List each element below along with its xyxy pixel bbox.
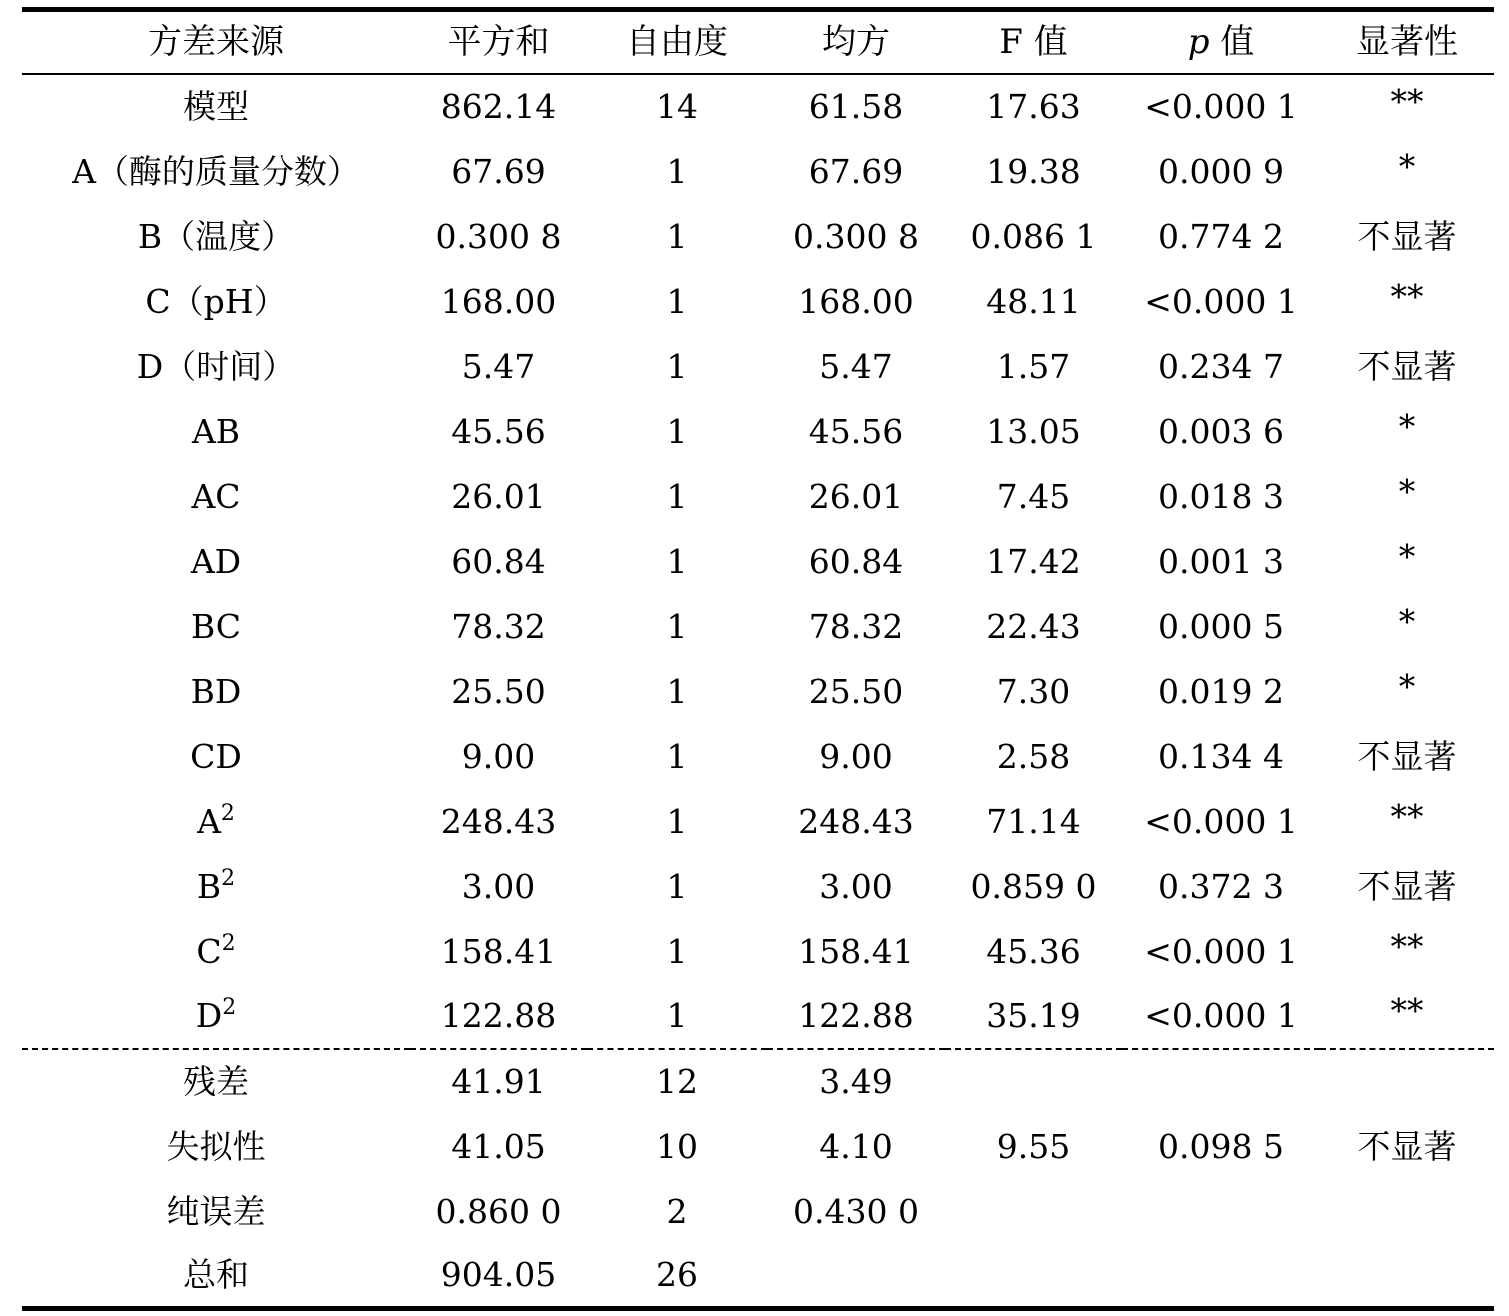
f-value-cell: 17.42 bbox=[986, 541, 1081, 581]
source-label: BC bbox=[190, 606, 242, 646]
degrees-of-freedom-cell: 1 bbox=[666, 216, 688, 256]
degrees-of-freedom-cell: 1 bbox=[666, 671, 688, 711]
source-cell bbox=[22, 984, 410, 1049]
table-row bbox=[22, 269, 1494, 334]
f-value-cell: 0.859 0 bbox=[970, 866, 1097, 906]
table-row bbox=[22, 529, 1494, 594]
table-row bbox=[22, 334, 1494, 399]
source-label: AB bbox=[191, 411, 241, 451]
source-label: 模型 bbox=[183, 87, 249, 126]
significance-cell: 不显著 bbox=[1357, 346, 1457, 386]
source-cell bbox=[22, 724, 410, 789]
source-label: 纯误差 bbox=[166, 1191, 266, 1231]
source-cell bbox=[22, 1049, 410, 1114]
f-value-cell bbox=[945, 1244, 1122, 1309]
mean-square-cell: 60.84 bbox=[808, 541, 904, 581]
sum-of-squares-cell: 3.00 bbox=[461, 866, 536, 906]
f-value-cell: 35.19 bbox=[986, 996, 1081, 1035]
degrees-of-freedom-cell: 1 bbox=[666, 151, 688, 191]
p-value-cell bbox=[1122, 1049, 1320, 1114]
degrees-of-freedom-cell: 1 bbox=[666, 866, 688, 906]
p-value-cell: 0.134 4 bbox=[1158, 736, 1284, 776]
source-label: A（酶的质量分数） bbox=[72, 151, 360, 191]
table-row bbox=[22, 204, 1494, 269]
sum-of-squares-cell: 26.01 bbox=[451, 476, 546, 516]
significance-cell bbox=[1320, 1244, 1494, 1309]
source-label: 失拟性 bbox=[166, 1126, 266, 1166]
sum-of-squares-cell: 158.41 bbox=[440, 931, 557, 971]
significance-cell: ** bbox=[1390, 276, 1424, 316]
significance-cell: * bbox=[1398, 471, 1416, 511]
sum-of-squares-cell: 168.00 bbox=[440, 281, 557, 321]
source-cell bbox=[22, 1179, 410, 1244]
source-cell bbox=[22, 1114, 410, 1179]
significance-cell: ** bbox=[1390, 926, 1424, 966]
source-cell bbox=[22, 594, 410, 659]
sum-of-squares-cell: 0.300 8 bbox=[435, 216, 562, 256]
mean-square-cell: 78.32 bbox=[808, 606, 904, 646]
sum-of-squares-cell: 122.88 bbox=[440, 996, 557, 1035]
significance-cell: 不显著 bbox=[1357, 736, 1457, 776]
degrees-of-freedom-cell: 26 bbox=[587, 1244, 767, 1309]
f-value-cell: 22.43 bbox=[986, 606, 1081, 646]
p-value-cell: <0.000 1 bbox=[1144, 996, 1298, 1035]
significance-cell bbox=[1320, 1179, 1494, 1244]
degrees-of-freedom-cell: 1 bbox=[666, 411, 688, 451]
sum-of-squares-cell: 67.69 bbox=[451, 151, 546, 191]
mean-square-cell: 26.01 bbox=[808, 476, 904, 516]
degrees-of-freedom-cell: 1 bbox=[666, 281, 688, 321]
p-value-cell: 0.098 5 bbox=[1158, 1126, 1284, 1166]
p-value-cell: <0.000 1 bbox=[1144, 931, 1298, 971]
mean-square-cell: 5.47 bbox=[819, 346, 893, 386]
sum-of-squares-cell: 41.91 bbox=[410, 1049, 587, 1114]
degrees-of-freedom-cell: 12 bbox=[587, 1049, 767, 1114]
f-value-cell: 2.58 bbox=[996, 736, 1071, 776]
sum-of-squares-cell: 9.00 bbox=[461, 736, 536, 776]
source-label: 残差 bbox=[183, 1062, 249, 1101]
source-label: CD bbox=[190, 736, 242, 776]
table-row bbox=[22, 1049, 1494, 1114]
p-value-cell: 0.001 3 bbox=[1158, 541, 1284, 581]
f-value-cell bbox=[945, 1049, 1122, 1114]
f-value-cell: 17.63 bbox=[986, 87, 1081, 126]
p-value-cell: 0.774 2 bbox=[1158, 216, 1284, 256]
mean-square-cell: 25.50 bbox=[808, 671, 904, 711]
p-value-cell: 0.019 2 bbox=[1158, 671, 1284, 711]
f-value-cell: 45.36 bbox=[986, 931, 1081, 971]
table-row bbox=[22, 724, 1494, 789]
table-header bbox=[22, 10, 1494, 74]
mean-square-cell: 0.300 8 bbox=[793, 216, 919, 256]
mean-square-cell: 4.10 bbox=[819, 1126, 893, 1166]
table-row bbox=[22, 74, 1494, 139]
anova-table bbox=[22, 7, 1494, 1311]
sum-of-squares-cell: 45.56 bbox=[451, 411, 546, 451]
header-source: 方差来源 bbox=[22, 10, 410, 74]
degrees-of-freedom-cell: 1 bbox=[666, 346, 688, 386]
f-value-cell: 7.45 bbox=[996, 476, 1071, 516]
f-value-cell: 48.11 bbox=[986, 281, 1081, 321]
sum-of-squares-cell: 41.05 bbox=[451, 1126, 546, 1166]
sum-of-squares-cell: 904.05 bbox=[410, 1244, 587, 1309]
header-degrees-of-freedom: 自由度 bbox=[587, 10, 767, 74]
source-cell bbox=[22, 464, 410, 529]
p-value-cell bbox=[1122, 1244, 1320, 1309]
significance-cell: ** bbox=[1390, 991, 1424, 1030]
exponent: 2 bbox=[220, 800, 235, 826]
degrees-of-freedom-cell: 14 bbox=[656, 87, 698, 126]
sum-of-squares-cell: 25.50 bbox=[451, 671, 546, 711]
significance-cell: * bbox=[1398, 666, 1416, 706]
mean-square-cell: 9.00 bbox=[819, 736, 893, 776]
source-cell bbox=[22, 204, 410, 269]
p-value-cell: 0.018 3 bbox=[1158, 476, 1284, 516]
p-value-cell: <0.000 1 bbox=[1144, 281, 1298, 321]
table-row bbox=[22, 659, 1494, 724]
source-label: D（时间） bbox=[136, 346, 296, 386]
significance-cell: 不显著 bbox=[1357, 1126, 1457, 1166]
exponent: 2 bbox=[221, 930, 236, 956]
table-row bbox=[22, 399, 1494, 464]
header-sum-of-squares: 平方和 bbox=[410, 10, 587, 74]
mean-square-cell: 168.00 bbox=[798, 281, 914, 321]
p-value-cell bbox=[1122, 1179, 1320, 1244]
mean-square-cell: 61.58 bbox=[808, 87, 904, 126]
f-value-cell: 19.38 bbox=[986, 151, 1081, 191]
source-label: 总和 bbox=[183, 1255, 249, 1295]
sum-of-squares-cell: 78.32 bbox=[451, 606, 546, 646]
degrees-of-freedom-cell: 1 bbox=[666, 476, 688, 516]
sum-of-squares-cell: 60.84 bbox=[451, 541, 546, 581]
sum-of-squares-cell: 5.47 bbox=[461, 346, 536, 386]
table-row bbox=[22, 789, 1494, 854]
f-value-cell: 9.55 bbox=[996, 1126, 1071, 1166]
p-value-cell: 0.003 6 bbox=[1158, 411, 1284, 451]
degrees-of-freedom-cell: 1 bbox=[666, 931, 688, 971]
f-value-cell: 7.30 bbox=[996, 671, 1071, 711]
source-label: AD bbox=[190, 541, 242, 581]
degrees-of-freedom-cell: 1 bbox=[666, 736, 688, 776]
header-p-value bbox=[1122, 10, 1320, 74]
degrees-of-freedom-cell: 1 bbox=[666, 801, 688, 841]
sum-of-squares-cell: 0.860 0 bbox=[435, 1191, 562, 1231]
model-terms-body bbox=[22, 74, 1494, 1049]
f-value-cell: 0.086 1 bbox=[970, 216, 1097, 256]
source-label: B bbox=[196, 866, 222, 906]
source-label: C bbox=[196, 931, 222, 971]
source-label: D bbox=[195, 996, 223, 1035]
source-label: AC bbox=[191, 476, 241, 516]
source-label: C（pH） bbox=[145, 281, 287, 321]
degrees-of-freedom-cell: 1 bbox=[666, 606, 688, 646]
header-mean-square: 均方 bbox=[767, 10, 945, 74]
significance-cell: * bbox=[1398, 601, 1416, 641]
table-row bbox=[22, 919, 1494, 984]
f-value-cell: 13.05 bbox=[986, 411, 1081, 451]
sum-of-squares-cell: 248.43 bbox=[440, 801, 557, 841]
source-cell bbox=[22, 269, 410, 334]
table-row bbox=[22, 1244, 1494, 1309]
source-label: B（温度） bbox=[137, 216, 295, 256]
header-row bbox=[22, 10, 1494, 74]
table-row bbox=[22, 594, 1494, 659]
p-value-cell: <0.000 1 bbox=[1144, 801, 1298, 841]
table-row bbox=[22, 464, 1494, 529]
exponent: 2 bbox=[221, 865, 236, 891]
degrees-of-freedom-cell: 10 bbox=[656, 1126, 698, 1166]
residual-body bbox=[22, 1049, 1494, 1309]
source-cell bbox=[22, 334, 410, 399]
header-p-label: 值 bbox=[1209, 22, 1255, 63]
degrees-of-freedom-cell: 1 bbox=[666, 996, 688, 1035]
degrees-of-freedom-cell: 2 bbox=[666, 1191, 688, 1231]
significance-cell: 不显著 bbox=[1357, 866, 1457, 906]
source-cell bbox=[22, 529, 410, 594]
significance-cell: * bbox=[1398, 146, 1416, 186]
mean-square-cell: 122.88 bbox=[798, 996, 914, 1035]
mean-square-cell bbox=[767, 1244, 945, 1309]
mean-square-cell: 3.00 bbox=[819, 866, 893, 906]
p-value-cell: 0.372 3 bbox=[1158, 866, 1284, 906]
mean-square-cell: 248.43 bbox=[798, 801, 914, 841]
significance-cell: * bbox=[1398, 536, 1416, 576]
exponent: 2 bbox=[222, 995, 237, 1020]
table-row bbox=[22, 1179, 1494, 1244]
header-f-value: F 值 bbox=[945, 10, 1122, 74]
header-p-symbol: p bbox=[1187, 22, 1210, 63]
table-row bbox=[22, 139, 1494, 204]
p-value-cell: <0.000 1 bbox=[1144, 87, 1298, 126]
p-value-cell: 0.234 7 bbox=[1158, 346, 1284, 386]
mean-square-cell: 67.69 bbox=[808, 151, 904, 191]
source-cell bbox=[22, 854, 410, 919]
header-significance: 显著性 bbox=[1320, 10, 1494, 74]
significance-cell bbox=[1320, 1049, 1494, 1114]
significance-cell: ** bbox=[1390, 82, 1424, 121]
sum-of-squares-cell: 862.14 bbox=[440, 87, 557, 126]
table-row bbox=[22, 854, 1494, 919]
source-cell bbox=[22, 399, 410, 464]
significance-cell: 不显著 bbox=[1357, 216, 1457, 256]
f-value-cell bbox=[945, 1179, 1122, 1244]
mean-square-cell: 0.430 0 bbox=[793, 1191, 919, 1231]
source-cell bbox=[22, 659, 410, 724]
source-cell bbox=[22, 74, 410, 139]
mean-square-cell: 45.56 bbox=[808, 411, 904, 451]
p-value-cell: 0.000 5 bbox=[1158, 606, 1284, 646]
table-row bbox=[22, 984, 1494, 1049]
f-value-cell: 1.57 bbox=[996, 346, 1071, 386]
source-cell bbox=[22, 1244, 410, 1309]
source-label: BD bbox=[190, 671, 242, 711]
f-value-cell: 71.14 bbox=[986, 801, 1081, 841]
table-row bbox=[22, 1114, 1494, 1179]
significance-cell: ** bbox=[1390, 796, 1424, 836]
mean-square-cell: 158.41 bbox=[798, 931, 914, 971]
significance-cell: * bbox=[1398, 406, 1416, 446]
p-value-cell: 0.000 9 bbox=[1158, 151, 1284, 191]
source-cell bbox=[22, 919, 410, 984]
degrees-of-freedom-cell: 1 bbox=[666, 541, 688, 581]
mean-square-cell: 3.49 bbox=[767, 1049, 945, 1114]
source-label: A bbox=[197, 801, 221, 841]
source-cell bbox=[22, 789, 410, 854]
source-cell bbox=[22, 139, 410, 204]
